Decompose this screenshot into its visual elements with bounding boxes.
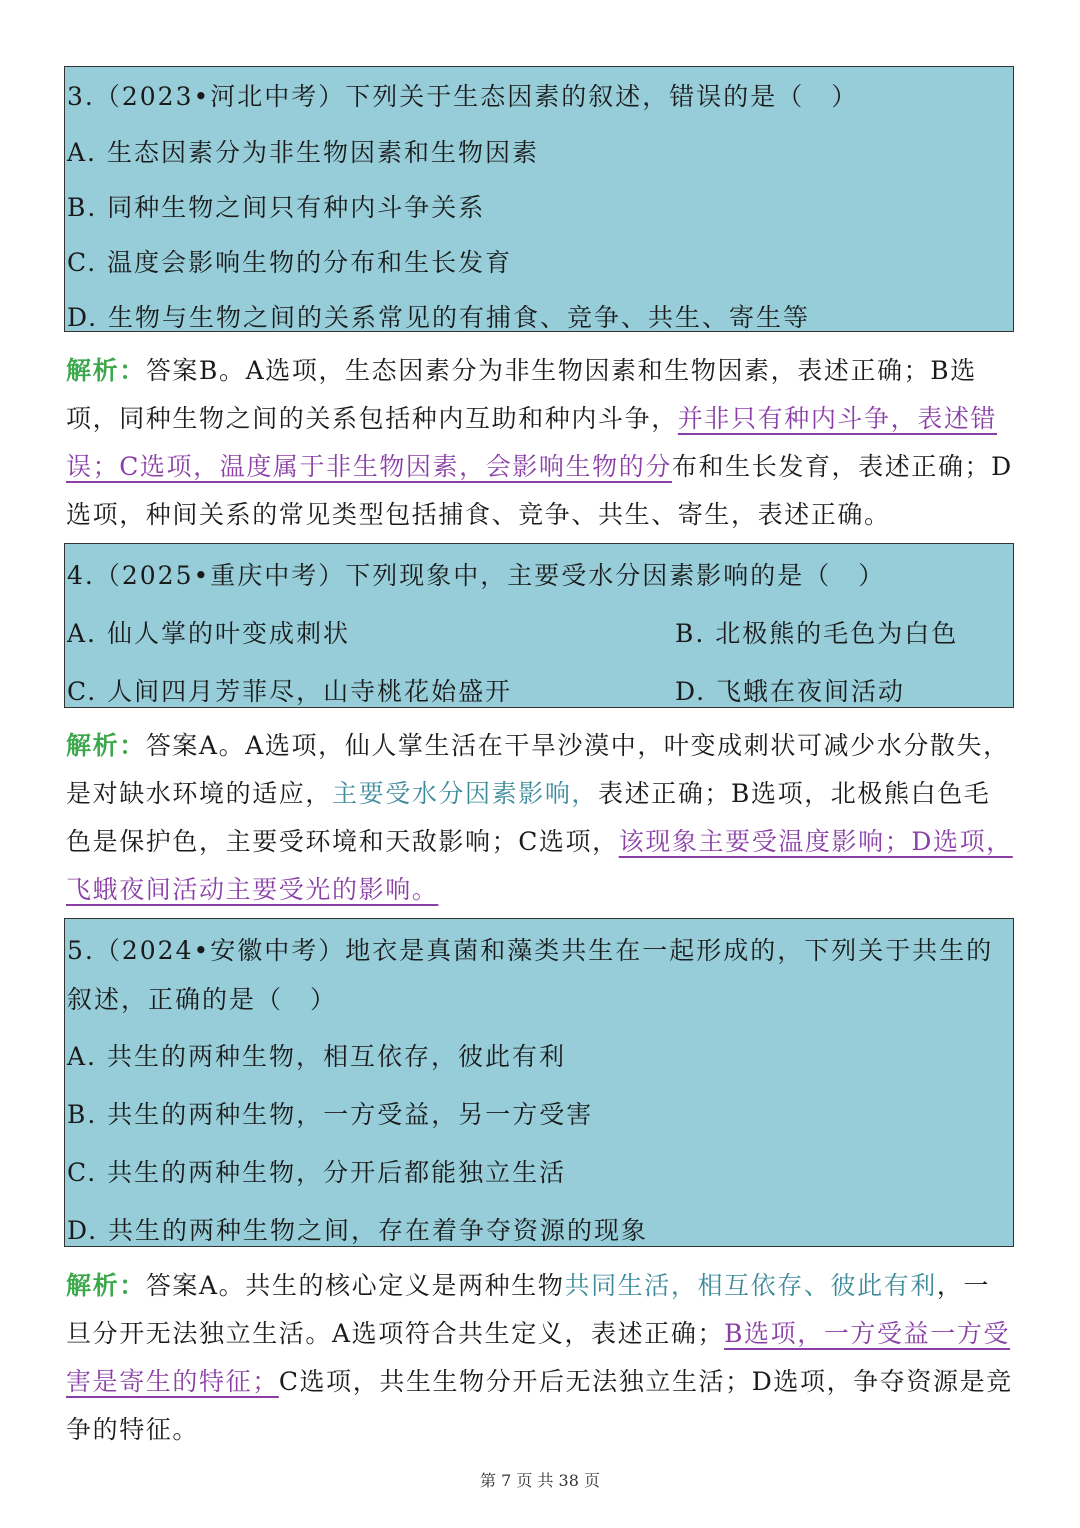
analysis-highlight: B选项，一方受益一方受害是寄生的特征； xyxy=(66,1319,1011,1396)
question-3-option-d: D. 生物与生物之间的关系常见的有捕食、竞争、共生、寄生等 xyxy=(67,303,811,332)
analysis-text: 答案A。共生的核心定义是两种生物 xyxy=(145,1271,565,1300)
question-3-option-b: B. 同种生物之间只有种内斗争关系 xyxy=(67,193,486,222)
analysis-text: 答案A。A选项，仙人掌生活在干旱沙漠中，叶变成刺状可减少水分散失，是对缺水环境的适应， xyxy=(66,731,1010,808)
analysis-highlight: 并非只有种内斗争，表述错误；C选项，温度属于非生物因素，会影响生物的分 xyxy=(66,404,998,481)
question-5-analysis xyxy=(66,1262,1016,1454)
question-4-analysis xyxy=(66,722,1016,914)
question-4-option-b: B. 北极熊的毛色为白色 xyxy=(675,619,959,648)
question-5-stem-line-2: 叙述，正确的是（ ） xyxy=(67,985,338,1014)
analysis-text: ，一旦分开无法独立生活。A选项符合共生定义，表述正确； xyxy=(66,1271,991,1348)
question-5-option-b: B. 共生的两种生物，一方受益，另一方受害 xyxy=(67,1100,594,1129)
analysis-text: 表述正确；B选项，北极熊白色毛色是保护色，主要受环境和天敌影响；C选项， xyxy=(66,779,991,856)
question-5-box xyxy=(64,918,1014,1247)
page-footer: 第 7 页 共 38 页 xyxy=(480,1471,600,1490)
question-4-stem: 4.（2025•重庆中考）下列现象中，主要受水分因素影响的是（ ） xyxy=(67,561,886,590)
question-5-option-d: D. 共生的两种生物之间，存在着争夺资源的现象 xyxy=(67,1216,649,1245)
question-4-option-a: A. 仙人掌的叶变成刺状 xyxy=(67,619,350,648)
analysis-text: C选项，共生生物分开后无法独立生活；D选项，争夺资源是竞争的特征。 xyxy=(66,1367,1013,1444)
question-4-option-d: D. 飞蛾在夜间活动 xyxy=(675,677,906,706)
analysis-label: 解析： xyxy=(66,356,146,385)
question-3-analysis xyxy=(66,347,1016,539)
question-3-stem: 3.（2023•河北中考）下列关于生态因素的叙述，错误的是（ ） xyxy=(67,82,859,111)
question-5-option-a: A. 共生的两种生物，相互依存，彼此有利 xyxy=(67,1042,566,1071)
analysis-label: 解析： xyxy=(66,731,146,760)
question-3-box xyxy=(64,66,1014,332)
analysis-highlight-teal: 主要受水分因素影响， xyxy=(332,779,599,808)
analysis-label: 解析： xyxy=(66,1271,146,1300)
question-5-option-c: C. 共生的两种生物，分开后都能独立生活 xyxy=(67,1158,567,1187)
question-3-option-c: C. 温度会影响生物的分布和生长发育 xyxy=(67,248,513,277)
question-5-stem-line-1: 5.（2024•安徽中考）地衣是真菌和藻类共生在一起形成的，下列关于共生的 xyxy=(67,936,994,965)
analysis-text: 布和生长发育，表述正确；D选项，种间关系的常见类型包括捕食、竞争、共生、寄生，表述正确。 xyxy=(66,452,1013,529)
question-4-box xyxy=(64,543,1014,708)
analysis-highlight-teal: 共同生活，相互依存、彼此有利 xyxy=(564,1271,937,1300)
analysis-text: 答案B。A选项，生态因素分为非生物因素和生物因素，表述正确；B选项，同种生物之间的关系包括种内互助和种内斗争， xyxy=(66,356,977,433)
question-4-option-c: C. 人间四月芳菲尽，山寺桃花始盛开 xyxy=(67,677,513,706)
question-3-option-a: A. 生态因素分为非生物因素和生物因素 xyxy=(67,138,539,167)
analysis-highlight: 该现象主要受温度影响；D选项，飞蛾夜间活动主要受光的影响。 xyxy=(66,827,1013,904)
